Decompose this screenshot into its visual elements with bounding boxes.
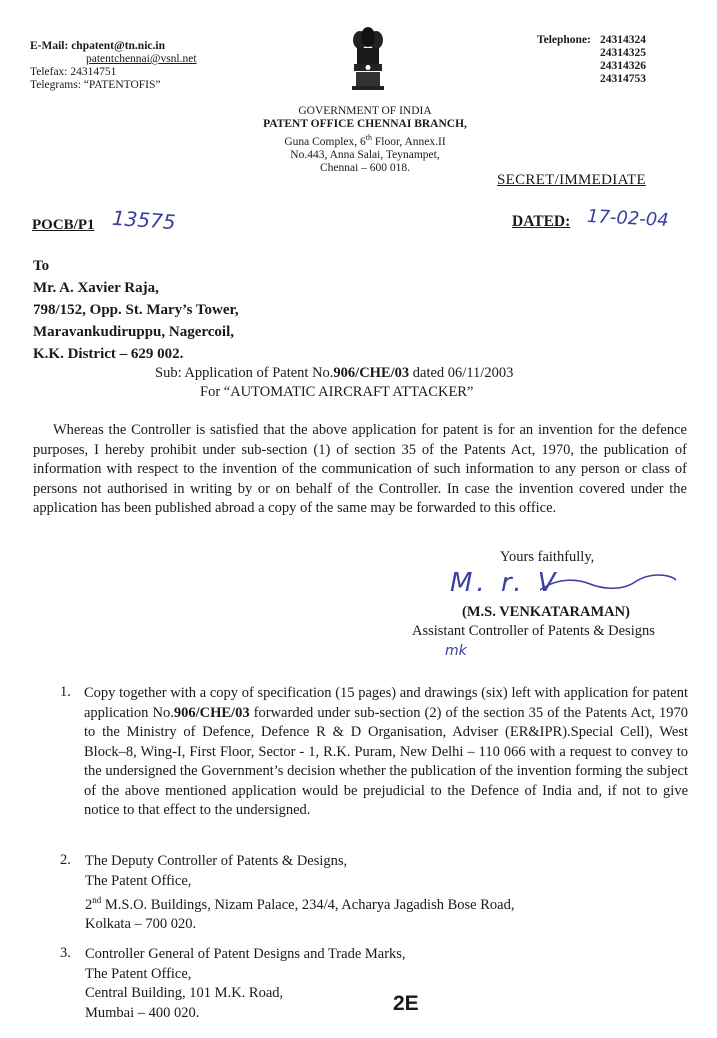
- contact-block: [30, 40, 197, 92]
- initials: mk: [445, 643, 467, 659]
- email-2: patentchennai@vsnl.net: [86, 53, 197, 65]
- telephone-4: 24314753: [600, 73, 646, 85]
- office-name: PATENT OFFICE CHENNAI BRANCH,: [263, 118, 467, 130]
- signature: M. r. V: [450, 568, 560, 598]
- copy-2-line-3: 2nd M.S.O. Buildings, Nizam Palace, 234/4, Acharya Jagadish Bose Road,: [85, 895, 515, 913]
- page-mark: 2E: [393, 992, 419, 1015]
- email-label: E-Mail:: [30, 40, 69, 52]
- telephone-list: [600, 34, 646, 86]
- copy-2-number: 2.: [60, 852, 71, 868]
- signature-flourish-icon: [540, 572, 680, 602]
- dated-value: 17-02-04: [586, 205, 670, 232]
- subject-line-1: Sub: Application of Patent No.906/CHE/03 dated 06/11/2003: [155, 365, 514, 381]
- state-emblem-icon: [350, 26, 386, 92]
- copy-2-line-4: Kolkata – 700 020.: [85, 916, 197, 933]
- copy-2-address: [85, 852, 514, 935]
- subject-block: [155, 364, 513, 402]
- designation: Assistant Controller of Patents & Designs: [412, 623, 655, 639]
- copy-3-line-1: Controller General of Patent Designs and Trade Marks,: [85, 946, 406, 962]
- address-line-2: No.443, Anna Salai, Teynampet,: [290, 148, 440, 161]
- govt-title: GOVERNMENT OF INDIA: [298, 105, 432, 117]
- subject-line-2: For “AUTOMATIC AIRCRAFT ATTACKER”: [200, 384, 474, 400]
- copy-3-line-3: Central Building, 101 M.K. Road,: [85, 985, 284, 1001]
- to-label: To: [33, 258, 50, 274]
- closing: Yours faithfully,: [500, 549, 595, 565]
- recipient-block: [33, 255, 239, 365]
- body-paragraph: Whereas the Controller is satisfied that the above application for patent is for an invention for the defence purposes, I hereby prohibit under sub-section (1) of section 35 of the Patents Act, 1970, the publication of information with respect to the invention of the communication of such information to any person or class of persons not authorised in writing by or on behalf of the Controller. In case the invention covered under the application has been published abroad a copy of the same may be forwarded to this office.: [33, 422, 687, 516]
- telephone-label: Telephone:: [537, 34, 591, 46]
- telegrams: Telegrams: “PATENTOFIS”: [30, 79, 161, 91]
- telephone-2: 24314325: [600, 47, 646, 59]
- telephone-3: 24314326: [600, 60, 646, 72]
- recipient-line-3: Maravankudiruppu, Nagercoil,: [33, 324, 234, 340]
- email-1: chpatent@tn.nic.in: [71, 40, 165, 52]
- ref-label: POCB/P1: [32, 217, 95, 233]
- signatory-name: (M.S. VENKATARAMAN): [462, 604, 630, 620]
- address-line-1: Guna Complex, 6th Floor, Annex.II: [284, 133, 446, 148]
- telefax: Telefax: 24314751: [30, 66, 117, 78]
- address-line-3: Chennai – 600 018.: [319, 161, 411, 174]
- copy-2-line-2: The Patent Office,: [85, 872, 192, 889]
- recipient-line-2: 798/152, Opp. St. Mary’s Tower,: [33, 302, 239, 318]
- ref-number: 13575: [111, 205, 177, 235]
- dated-label: DATED:: [512, 213, 571, 230]
- recipient-line-1: Mr. A. Xavier Raja,: [33, 280, 159, 296]
- copy-3-address: [85, 945, 406, 1023]
- copy-3-line-2: The Patent Office,: [85, 965, 192, 982]
- copy-1-text: Copy together with a copy of specification (15 pages) and drawings (six) left with application for patent application No.906/CHE/03 forwarded under sub-section (2) of the section 35 of the Patents Act, 1970 to the Ministry of Defence, Defence R & D Organisation, Adviser (ER&IPR).Special Cell), West Block–8, Wing-I, First Floor, Sector - 1, R.K. Puram, New Delhi – 110 066 with a request to convey to the undersigned the Government’s decision whether the publication of the invention forming the subject of the above mentioned application would be prejudicial to the Defence of India and, if not to give notice to that effect to the undersigned.: [84, 685, 688, 818]
- copy-3-number: 3.: [60, 945, 71, 961]
- copy-3-line-4: Mumbai – 400 020.: [85, 1004, 200, 1021]
- recipient-line-4: K.K. District – 629 002.: [33, 346, 184, 362]
- classification: SECRET/IMMEDIATE: [497, 172, 646, 188]
- copy-1-number: 1.: [60, 684, 71, 700]
- copy-2-line-1: The Deputy Controller of Patents & Designs,: [85, 853, 348, 869]
- telephone-1: 24314324: [600, 34, 646, 46]
- office-address: [230, 105, 500, 175]
